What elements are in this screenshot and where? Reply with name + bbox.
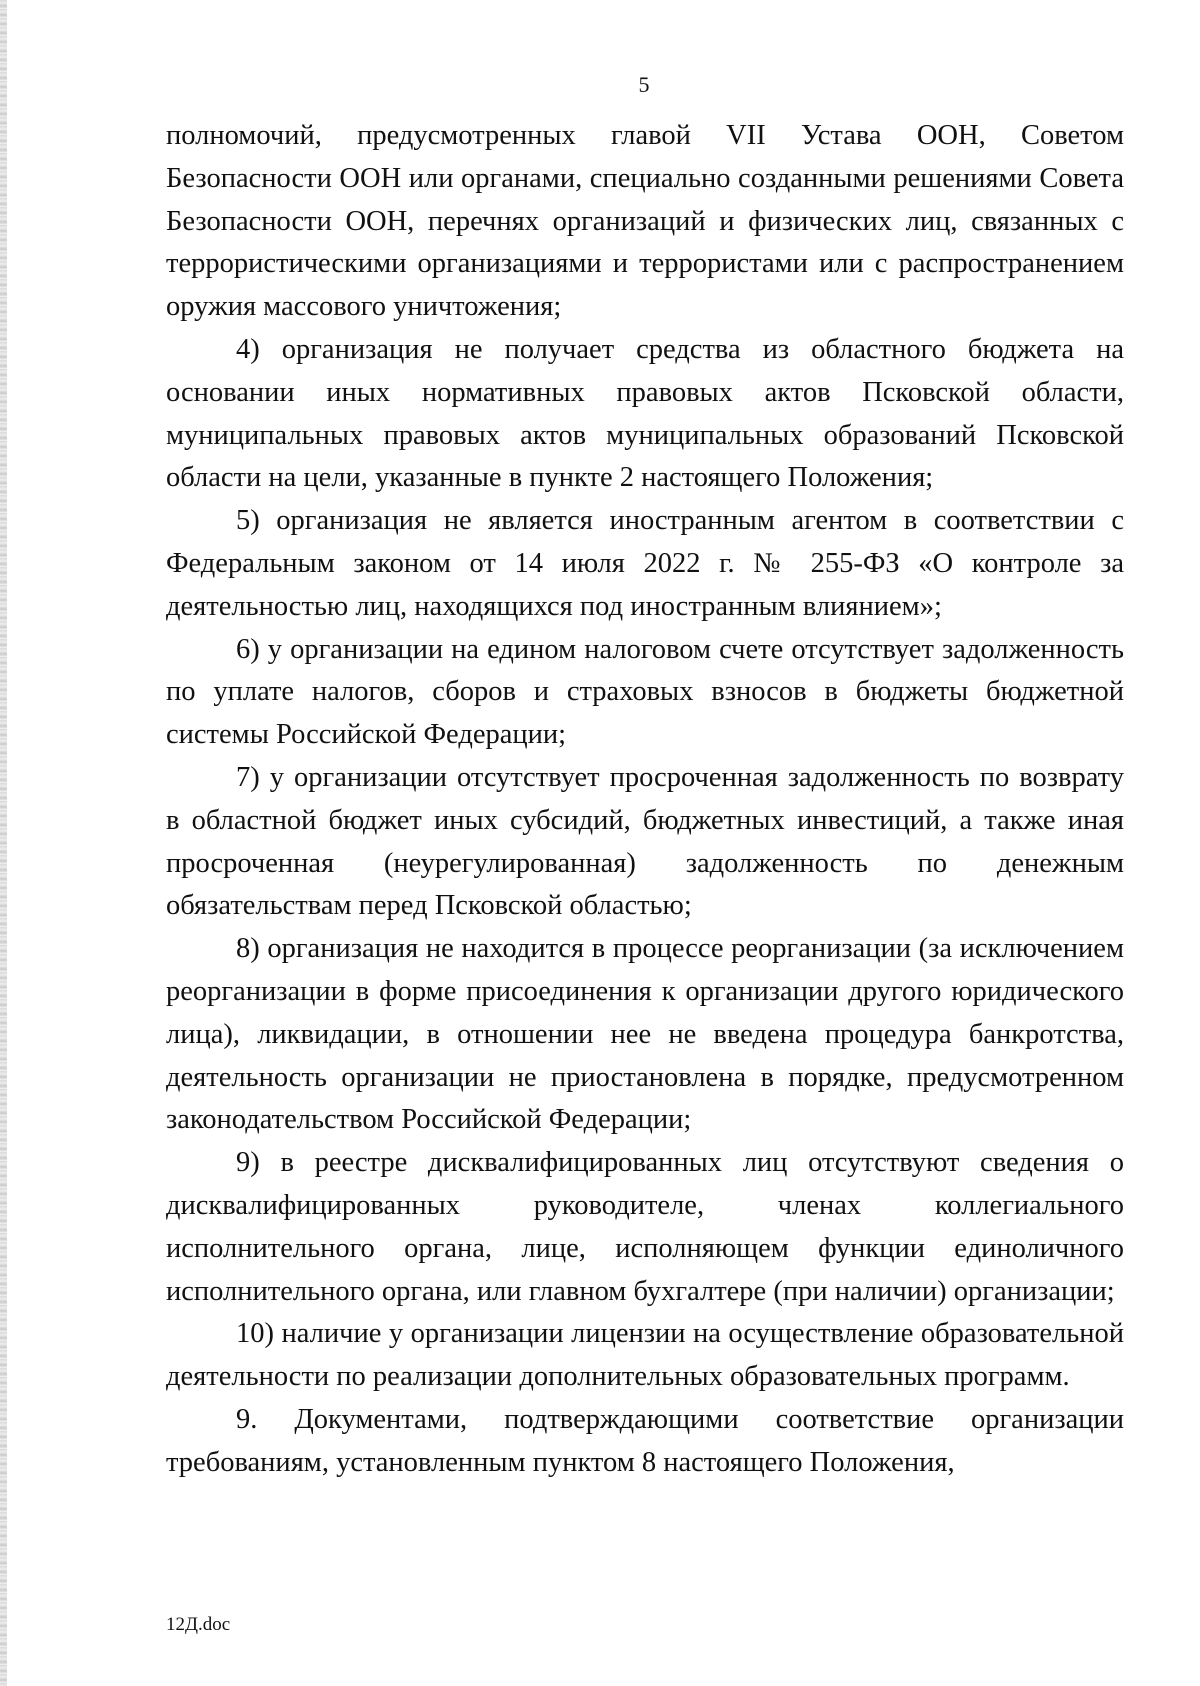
paragraph-item-7: 7) у организации отсутствует просроченная задолженность по возврату в областной бюджет иных субсидий, бюджетных инвестиций, а также иная просроченная (неурегулированная) задолженность по денежным обязательствам перед Псковской областью; (166, 761, 1124, 922)
page-number: 5 (638, 72, 650, 97)
paragraph-item-9: 9) в реестре дисквалифицированных лиц отсутствуют сведения о дисквалифицированных руководителе, членах коллегиального исполнительного органа, лице, исполняющем функции единоличного исполнительного органа, или главном бухгалтере (при наличии) организации; (166, 1147, 1124, 1307)
document-body (166, 115, 1124, 1485)
scan-edge (0, 0, 7, 1686)
paragraph-item-6: 6) у организации на едином налоговом счете отсутствует задолженность по уплате налогов, сборов и страховых взносов в бюджеты бюджетной системы Российской Федерации; (166, 633, 1124, 751)
paragraph-item-5: 5) организация не является иностранным агентом в соответствии с Федеральным законом от 14 июля 2022 г. № 255-ФЗ «О контроле за деятельностью лиц, находящихся под иностранным влиянием»; (166, 505, 1124, 622)
paragraph-section-9: 9. Документами, подтверждающими соответствие организации требованиям, установленным пунктом 8 настоящего Положения, (166, 1403, 1124, 1478)
file-name-footer: 12Д.doc (166, 1614, 231, 1635)
paragraph-continuation: полномочий, предусмотренных главой VII Устава ООН, Советом Безопасности ООН или органами, специально созданными решениями Совета Безопасности ООН, перечнях организаций и физических лиц, связанных с террористическими организациями и террористами или с распространением оружия массового уничтожения; (166, 120, 1124, 323)
paragraph-item-4: 4) организация не получает средства из областного бюджета на основании иных нормативных правовых актов Псковской области, муниципальных правовых актов муниципальных образований Псковской области на цели, указанные в пункте 2 настоящего Положения; (166, 333, 1124, 494)
paragraph-item-10: 10) наличие у организации лицензии на осуществление образовательной деятельности по реализации дополнительных образовательных программ. (166, 1318, 1124, 1393)
paragraph-item-8: 8) организация не находится в процессе реорганизации (за исключением реорганизации в форме присоединения к организации другого юридического лица), ликвидации, в отношении нее не введена процедура банкротства, деятельность организации не приостановлена в порядке, предусмотренном законодательством Российской Федерации; (166, 933, 1124, 1136)
